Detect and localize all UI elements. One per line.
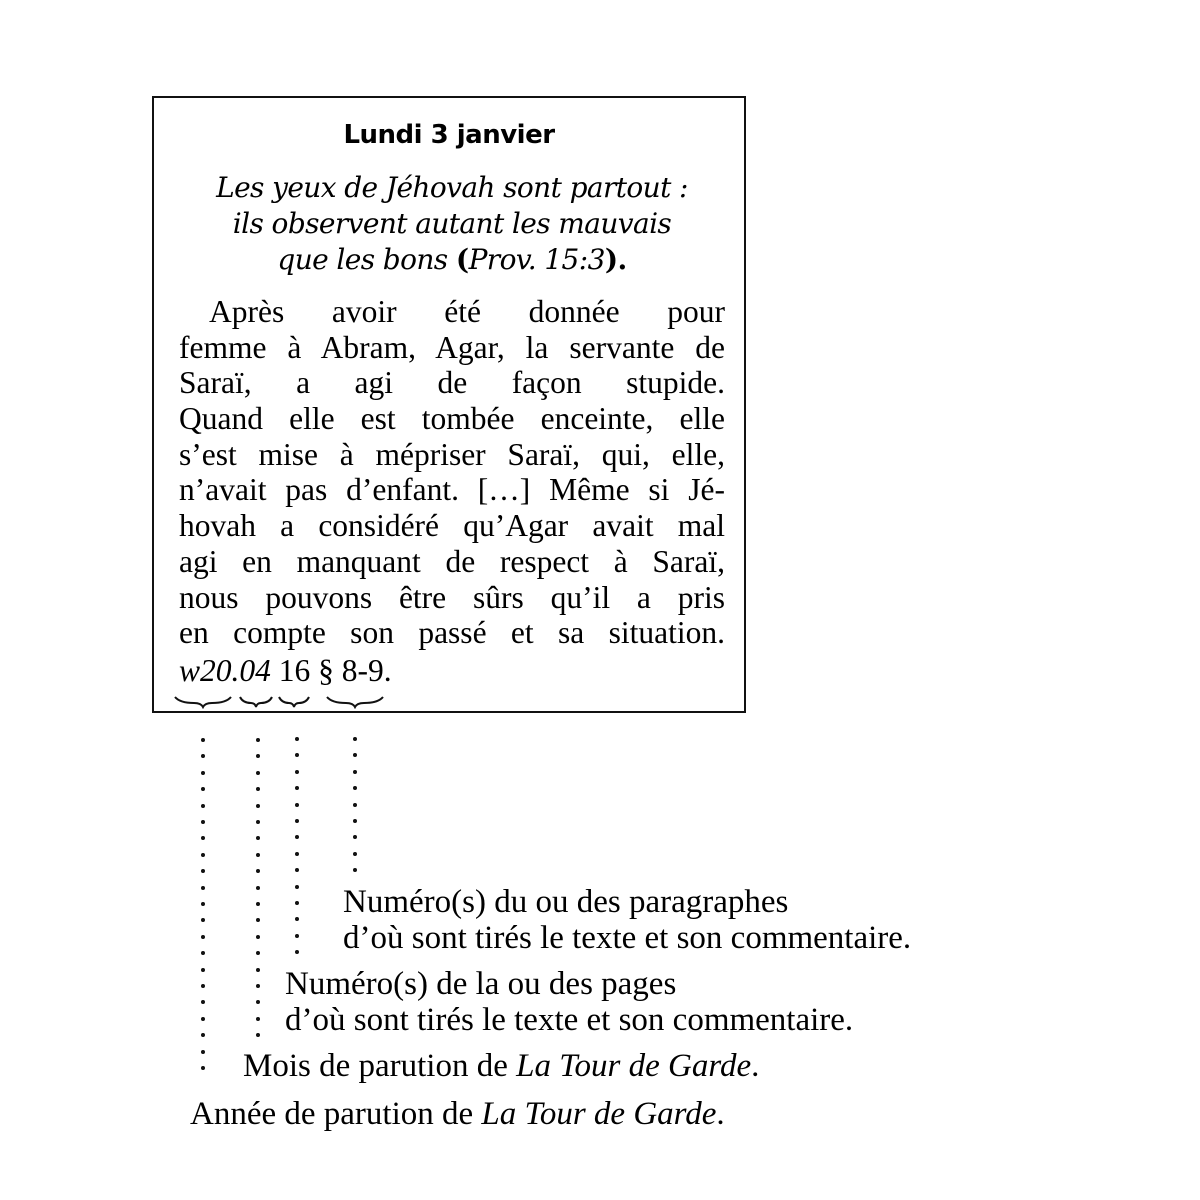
leader-dot [201, 804, 205, 808]
citation-paragraph: § 8-9. [318, 653, 392, 688]
leader-dot [256, 853, 260, 857]
leader-dot [201, 984, 205, 988]
leader-dot [256, 968, 260, 972]
leader-dot [256, 951, 260, 955]
brace-paragraph [326, 695, 384, 709]
verse-reference [456, 243, 627, 276]
brace-year [174, 695, 232, 709]
leader-dot [295, 868, 299, 872]
leader-dot [201, 1050, 205, 1054]
verse-line [179, 242, 725, 278]
leader-dot [256, 935, 260, 939]
daily-text-card [152, 96, 746, 713]
commentary-line: agi en manquant de respect à Saraï, [179, 543, 725, 579]
leader-dot [353, 786, 357, 790]
citation-month: 04 [239, 653, 271, 688]
card-date: Lundi 3 janvier [343, 120, 555, 150]
leader-dot [295, 770, 299, 774]
leader-dot [353, 852, 357, 856]
label-month [243, 1048, 759, 1084]
label-year [190, 1096, 725, 1132]
leader-dot [201, 754, 205, 758]
leader-dot [295, 950, 299, 954]
leader-dot [295, 934, 299, 938]
leader-dot [256, 984, 260, 988]
ref-close: ). [604, 243, 627, 276]
commentary-line: s’est mise à mépriser Saraï, qui, elle, [179, 436, 725, 472]
leader-dot [201, 902, 205, 906]
leader-dot [256, 869, 260, 873]
leader-dot [295, 852, 299, 856]
citation-page: 16 [278, 653, 311, 688]
leader-dot [295, 786, 299, 790]
leader-dot [256, 836, 260, 840]
leader-dot [256, 1017, 260, 1021]
leader-dot [201, 869, 205, 873]
leader-dot [256, 820, 260, 824]
leader-dot [201, 951, 205, 955]
label-text: Mois de parution de [243, 1048, 517, 1084]
verse-line: ils observent autant les mauvais [232, 207, 672, 240]
leader-dot [201, 935, 205, 939]
leader-dot [256, 1000, 260, 1004]
leader-dot [201, 1033, 205, 1037]
ref-text: Prov. 15:3 [468, 243, 605, 276]
leader-dot [353, 819, 357, 823]
leader-dot [201, 886, 205, 890]
leader-dot [295, 835, 299, 839]
leader-dot [201, 836, 205, 840]
label-text: Année de parution de [190, 1096, 482, 1132]
label-paragraphs [343, 884, 911, 956]
label-pages [285, 966, 853, 1038]
leader-dot [295, 917, 299, 921]
source-citation [179, 653, 392, 689]
leader-dot [295, 737, 299, 741]
leader-dot [201, 853, 205, 857]
leader-dot [256, 771, 260, 775]
leader-dot [353, 868, 357, 872]
label-suffix: . [751, 1048, 760, 1084]
leader-dot [295, 803, 299, 807]
leader-month [256, 738, 260, 1038]
label-line: Numéro(s) du ou des paragraphes [343, 884, 789, 920]
commentary [179, 294, 725, 651]
leader-dot [256, 804, 260, 808]
label-line: d’où sont tirés le texte et son commentaire. [285, 1002, 854, 1038]
publication-title: La Tour de Garde [516, 1048, 752, 1084]
leader-dot [256, 918, 260, 922]
leader-dot [256, 787, 260, 791]
label-line: Numéro(s) de la ou des pages [285, 966, 677, 1002]
leader-dot [201, 1000, 205, 1004]
leader-dot [256, 754, 260, 758]
leader-dot [201, 738, 205, 742]
leader-dot [256, 1033, 260, 1037]
leader-dot [353, 753, 357, 757]
citation-dot: . [231, 653, 240, 688]
verse-line-text: que les bons [277, 243, 448, 276]
leader-dot [201, 1066, 205, 1070]
commentary-line: Après avoir été donnée pour [209, 294, 725, 329]
leader-dot [353, 737, 357, 741]
leader-dot [201, 968, 205, 972]
leader-dot [201, 918, 205, 922]
leader-dot [295, 901, 299, 905]
commentary-line: nous pouvons être sûrs qu’il a pris [179, 579, 725, 615]
ref-open: ( [455, 243, 469, 276]
leader-dot [353, 835, 357, 839]
leader-dot [295, 819, 299, 823]
leader-dot [295, 753, 299, 757]
commentary-line: Saraï, a agi de façon stupide. [179, 365, 725, 401]
leader-dot [256, 738, 260, 742]
leader-dot [201, 771, 205, 775]
leader-page [295, 737, 299, 955]
leader-dot [201, 820, 205, 824]
label-line: d’où sont tirés le texte et son commentaire. [343, 920, 912, 956]
leader-dot [295, 885, 299, 889]
commentary-line: Quand elle est tombée enceinte, elle [179, 401, 725, 437]
leader-dot [256, 902, 260, 906]
leader-dot [201, 1017, 205, 1021]
publication-title: La Tour de Garde [481, 1096, 717, 1132]
leader-dot [353, 803, 357, 807]
verse-text [179, 170, 725, 278]
verse-line: Les yeux de Jéhovah sont partout : [216, 171, 688, 204]
brace-month [239, 695, 273, 709]
leader-year [201, 738, 205, 1086]
brace-page [278, 695, 310, 709]
commentary-line: hovah a considéré qu’Agar avait mal [179, 508, 725, 544]
commentary-line: femme à Abram, Agar, la servante de [179, 329, 725, 365]
commentary-line: n’avait pas d’enfant. […] Même si Jé- [179, 472, 725, 508]
leader-dot [256, 886, 260, 890]
leader-dot [201, 787, 205, 791]
commentary-line: en compte son passé et sa situation. [179, 615, 725, 651]
label-suffix: . [716, 1096, 725, 1132]
citation-year: w20 [179, 653, 232, 688]
leader-dot [353, 770, 357, 774]
leader-paragraph [353, 737, 357, 873]
